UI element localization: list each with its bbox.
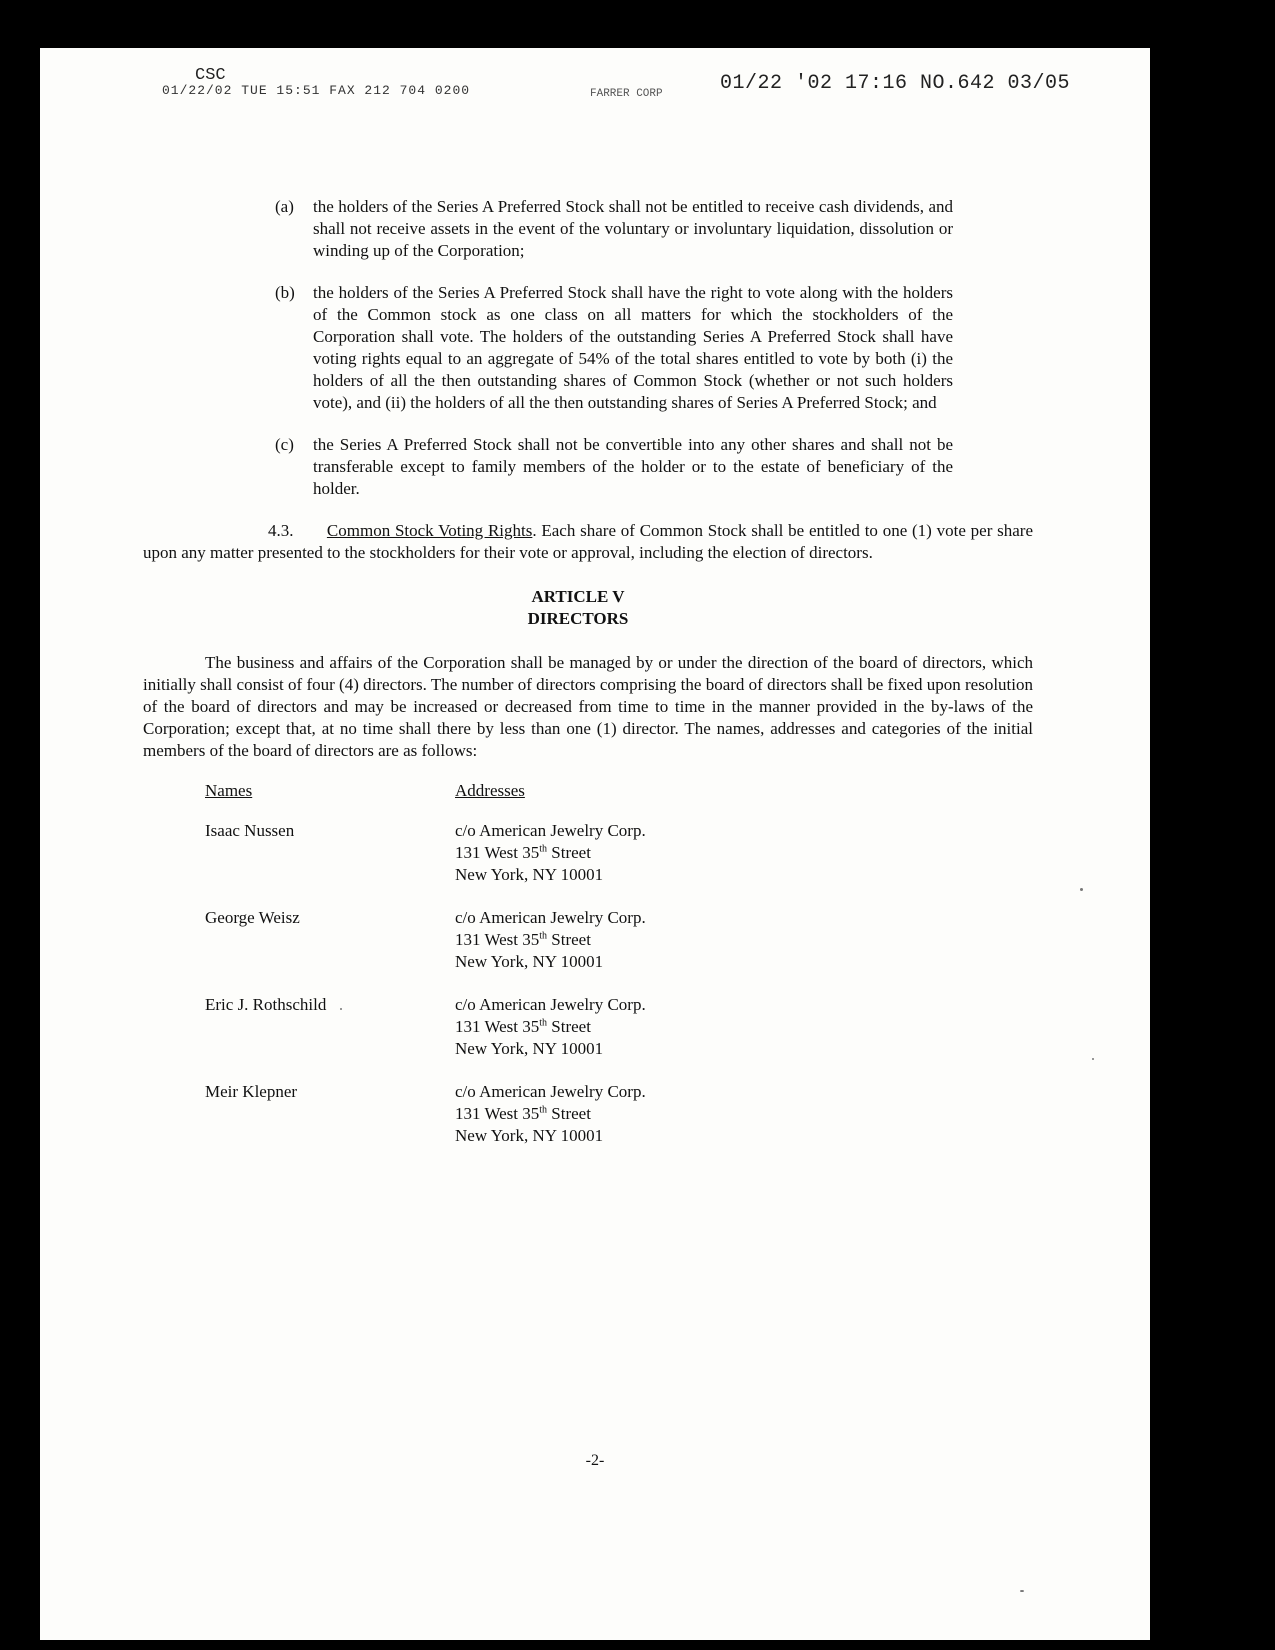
- document-content: [143, 196, 1033, 1168]
- list-item-a: [143, 196, 1033, 262]
- list-marker: (a): [275, 197, 294, 216]
- names-header: Names: [205, 781, 253, 800]
- list-marker: (b): [275, 283, 295, 302]
- fax-left-stamp: 01/22/02 TUE 15:51 FAX 212 704 0200: [162, 83, 471, 98]
- director-address: [455, 907, 646, 973]
- scan-speck: [1020, 1590, 1024, 1592]
- scan-speck: [340, 1008, 342, 1010]
- fax-header: [100, 66, 1080, 106]
- fax-middle-stamp: FARRER CORP: [590, 88, 663, 100]
- address-line: [455, 1103, 646, 1125]
- director-name: Meir Klepner: [205, 1082, 298, 1101]
- list-text: the holders of the Series A Preferred Stock shall have the right to vote along with the holders of the Common stock as one class on all matters for which the stockholders of the Corporation shall vote. The holders of the outstanding Series A Preferred Stock shall have voting rights equal to an aggregate of 54% of the total shares entitled to vote by both (i) the holders of all the then outstanding shares of Common Stock (whether or not such holders vote), and (ii) the holders of all the then outstanding shares of Series A Preferred Stock; and: [313, 283, 953, 412]
- directors-table-header: [143, 780, 1033, 802]
- address-superscript: th: [539, 930, 548, 942]
- address-street-name: Street: [547, 843, 591, 862]
- list-item-c: [143, 434, 1033, 500]
- address-superscript: th: [539, 1017, 548, 1029]
- addresses-header: Addresses: [455, 781, 525, 800]
- list-text: the holders of the Series A Preferred Stock shall not be entitled to receive cash dividends, and shall not receive assets in the event of the voluntary or involuntary liquidation, dissolution or winding up of the Corporation;: [313, 197, 953, 260]
- address-line: New York, NY 10001: [455, 1039, 604, 1058]
- director-name: Isaac Nussen: [205, 821, 295, 840]
- article-title: ARTICLE V: [531, 587, 625, 606]
- article-subtitle: DIRECTORS: [527, 609, 629, 628]
- section-number: 4.3.: [268, 521, 294, 540]
- section-4-3: [143, 520, 1033, 564]
- table-row: [143, 1081, 1033, 1147]
- address-street-name: Street: [547, 1104, 591, 1123]
- address-line: [455, 842, 646, 864]
- director-name: George Weisz: [205, 908, 300, 927]
- list-marker: (c): [275, 435, 294, 454]
- address-line: c/o American Jewelry Corp.: [455, 1082, 646, 1101]
- director-address: [455, 820, 646, 886]
- address-line: c/o American Jewelry Corp.: [455, 908, 646, 927]
- section-heading: Common Stock Voting Rights: [326, 521, 533, 540]
- director-address: [455, 1081, 646, 1147]
- directors-table: [143, 780, 1033, 1147]
- address-line: New York, NY 10001: [455, 1126, 604, 1145]
- address-street-number: 131 West 35: [455, 1104, 540, 1123]
- address-line: New York, NY 10001: [455, 865, 604, 884]
- scan-speck: [1080, 888, 1083, 891]
- address-line: [455, 929, 646, 951]
- table-row: [143, 820, 1033, 886]
- address-superscript: th: [539, 1104, 548, 1116]
- article-body: The business and affairs of the Corporation shall be managed by or under the direction of the board of directors, which initially shall consist of four (4) directors. The number of directors comprising the board of directors shall be fixed upon resolution of the board of directors and may be increased or decreased from time to time in the manner provided in the by-laws of the Corporation; except that, at no time shall there by less than one (1) director. The names, addresses and categories of the initial members of the board of directors are as follows:: [143, 653, 1033, 760]
- address-line: New York, NY 10001: [455, 952, 604, 971]
- fax-right-stamp: 01/22 '02 17:16 NO.642 03/05: [720, 72, 1071, 95]
- scan-speck: [1092, 1058, 1094, 1060]
- document-page: [40, 48, 1150, 1640]
- address-street-number: 131 West 35: [455, 843, 540, 862]
- article-heading: [143, 586, 1033, 630]
- table-row: [143, 994, 1033, 1060]
- table-row: [143, 907, 1033, 973]
- director-address: [455, 994, 646, 1060]
- page-number: -2-: [585, 1452, 605, 1469]
- address-line: c/o American Jewelry Corp.: [455, 995, 646, 1014]
- section-text: . Each share of Common Stock shall be entitled to one (1) vote per share upon any matter presented to the stockholders for their vote or approval, including the election of directors.: [143, 521, 1033, 562]
- list-text: the Series A Preferred Stock shall not be convertible into any other shares and shall not be transferable except to family members of the holder or to the estate of beneficiary of the holder.: [313, 435, 953, 498]
- address-superscript: th: [539, 843, 548, 855]
- address-street-name: Street: [547, 1017, 591, 1036]
- director-name: Eric J. Rothschild: [205, 995, 327, 1014]
- address-line: [455, 1016, 646, 1038]
- address-line: c/o American Jewelry Corp.: [455, 821, 646, 840]
- address-street-number: 131 West 35: [455, 930, 540, 949]
- list-item-b: [143, 282, 1033, 414]
- fax-csc-mark: CSC: [195, 66, 226, 85]
- address-street-name: Street: [547, 930, 591, 949]
- address-street-number: 131 West 35: [455, 1017, 540, 1036]
